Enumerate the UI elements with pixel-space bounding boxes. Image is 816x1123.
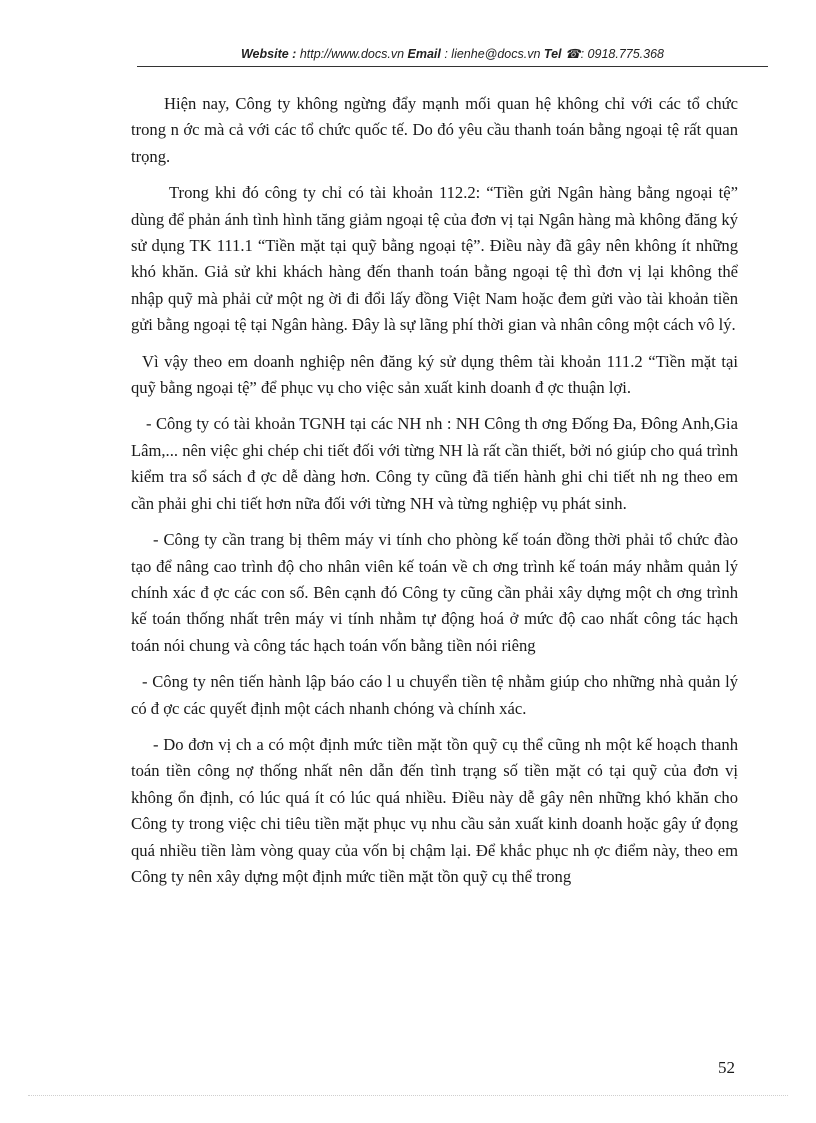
footer-divider [28, 1095, 788, 1096]
header-divider [137, 66, 768, 67]
document-body [131, 91, 738, 900]
tel-value: : 0918.775.368 [580, 47, 665, 61]
website-value: http://www.docs.vn [299, 47, 405, 61]
paragraph: - Công ty nên tiến hành lập báo cáo l u chuyển tiền tệ nhằm giúp cho những nhà quản lý có đ ợc các quyết định một cách nhanh chóng và chính xác. [131, 672, 738, 718]
paragraph: Hiện nay, Công ty không ngừng đẩy mạnh mối quan hệ không chỉ với các tổ chức trong n ớc mà cả với các tổ chức quốc tế. Do đó yêu cầu thanh toán bằng ngoại tệ rất quan trọng. [131, 94, 738, 166]
tel-label: Tel [543, 47, 562, 61]
paragraph: - Do đơn vị ch a có một định mức tiền mặt tồn quỹ cụ thể cũng nh một kế hoạch thanh toán tiền công nợ thống nhất nên dẫn đến tình trạng số tiền mặt có tại quỹ của đơn vị không ổn định, có lúc quá ít có lúc quá nhiều. Điều này dễ gây nên những khó khăn cho Công ty trong việc chi tiêu tiền mặt phục vụ nhu cầu sản xuất kinh doanh hoặc gây ứ đọng quá nhiều tiền làm vòng quay của vốn bị chậm lại. Để khắc phục nh ợc điểm này, theo em Công ty nên xây dựng một định mức tiền mặt tồn quỹ cụ thể trong [131, 734, 738, 886]
phone-icon: ☎ [565, 47, 581, 61]
paragraph: Vì vậy theo em doanh nghiệp nên đăng ký sử dụng thêm tài khoản 111.2 “Tiền mặt tại quỹ bằng ngoại tệ” để phục vụ cho việc sản xuất kinh doanh đ ợc thuận lợi. [131, 351, 738, 398]
email-value: : lienhe@docs.vn [444, 47, 541, 61]
website-label: Website : [240, 47, 297, 61]
paragraph: Trong khi đó công ty chỉ có tài khoản 112.2: “Tiền gửi Ngân hàng bằng ngoại tệ” dùng để phản ánh tình hình tăng giảm ngoại tệ của đơn vị tại Ngân hàng mà không đăng ký sử dụng TK 111.1 “Tiền mặt tại quỹ bằng ngoại tệ”. Điều này đã gây nên không ít những khó khăn. Giả sử khi khách hàng đến thanh toán bằng ngoại tệ thì đơn vị lại không thể nhập quỹ mà phải cử một ng ời đi đổi lấy đồng Việt Nam hoặc đem gửi vào tài khoản tiền gửi bằng ngoại tệ tại Ngân hàng. Đây là sự lãng phí thời gian và nhân công một cách vô lý. [131, 183, 738, 335]
paragraph: - Công ty có tài khoản TGNH tại các NH nh : NH Công th ơng Đống Đa, Đông Anh,Gia Lâm,... nên việc ghi chép chi tiết đối với từng NH là rất cần thiết, bởi nó giúp cho quá trình kiểm tra sổ sách đ ợc dễ dàng hơn. Công ty cũng đã tiến hành ghi chi tiết nh ng theo em cần phải ghi chi tiết hơn nữa đối với từng NH và từng nghiệp vụ phát sinh. [131, 414, 738, 513]
paragraph: - Công ty cần trang bị thêm máy vi tính cho phòng kế toán đồng thời phải tổ chức đào tạo để nâng cao trình độ cho nhân viên kế toán về ch ơng trình kế toán máy nhằm quản lý chính xác đ ợc các con số. Bên cạnh đó Công ty cũng cần phải xây dựng một ch ơng trình kế toán thống nhất trên máy vi tính nhằm tự động hoá ở mức độ cao nhất công tác hạch toán nói chung và công tác hạch toán vốn bằng tiền nói riêng [131, 530, 738, 655]
page-header [137, 46, 768, 61]
email-label: Email [407, 47, 441, 61]
page-number: 52 [718, 1058, 735, 1077]
